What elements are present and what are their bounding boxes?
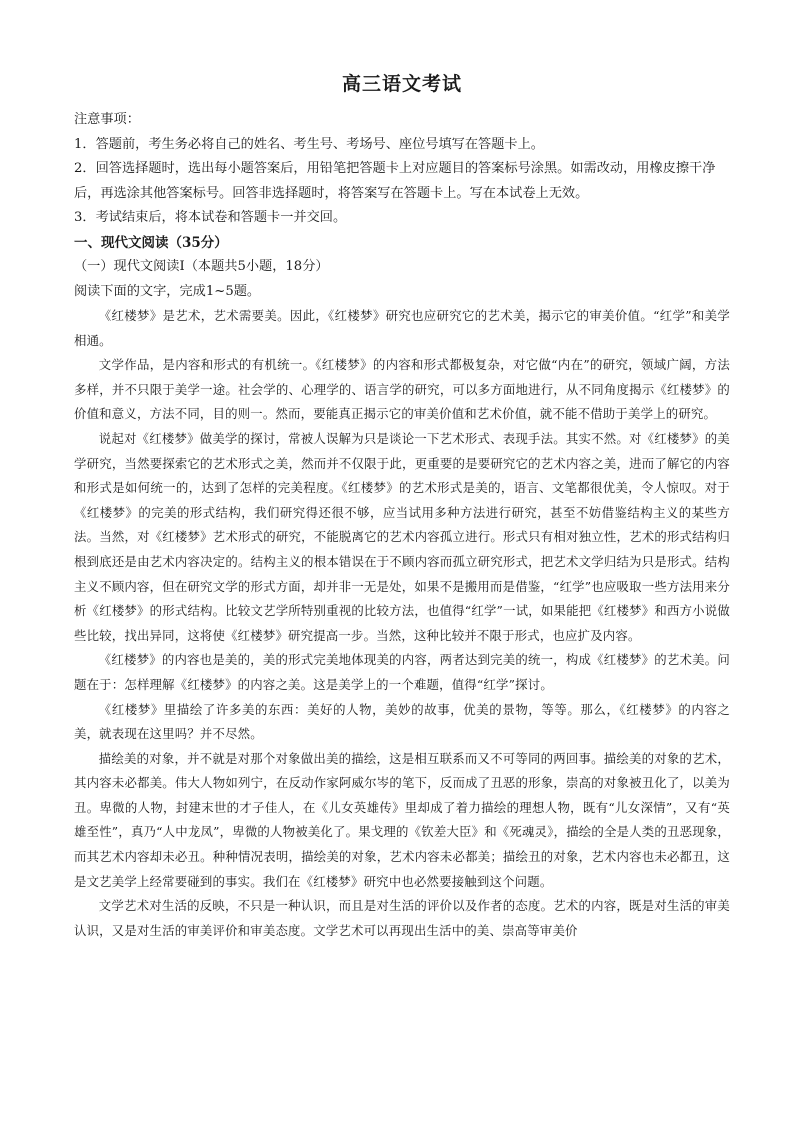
- passage-paragraph: 文学艺术对生活的反映，不只是一种认识，而且是对生活的评价以及作者的态度。艺术的内容，既是对生活的审美认识，又是对生活的审美评价和审美态度。文学艺术可以再现出生活中的美、崇高等审美价: [74, 898, 730, 938]
- page-title: 高三语文考试: [341, 73, 462, 95]
- subsection-heading: （一）现代文阅读Ⅰ（本题共5小题，18分）: [74, 259, 329, 274]
- passage-paragraph: 《红楼梦》是艺术，艺术需要美。因此，《红楼梦》研究也应研究它的艺术美，揭示它的审美价值。“红学”和美学相通。: [74, 308, 730, 348]
- notice-item: 3．考试结束后，将本试卷和答题卡一并交回。: [74, 210, 347, 225]
- passage-paragraph: 《红楼梦》的内容也是美的，美的形式完美地体现美的内容，两者达到完美的统一，构成《红楼梦》的艺术美。问题在于：怎样理解《红楼梦》的内容之美。这是美学上的一个难题，值得“红学”探讨。: [74, 652, 730, 692]
- notice-heading: 注意事项：: [74, 112, 140, 127]
- notice-item: 2．回答选择题时，选出每小题答案后，用铅笔把答题卡上对应题目的答案标号涂黑。如需改动，用橡皮擦干净后，再选涂其他答案标号。回答非选择题时，将答案写在答题卡上。写在本试卷上无效。: [74, 161, 716, 201]
- passage-paragraph: 说起对《红楼梦》做美学的探讨，常被人误解为只是谈论一下艺术形式、表现手法。其实不然。对《红楼梦》的美学研究，当然要探索它的艺术形式之美，然而并不仅限于此，更重要的是要研究它的艺术内容之美，进而了解它的内容和形式是如何统一的，达到了怎样的完美程度。《红楼梦》的艺术形式是美的，语言、文笔都很优美，令人惊叹。对于《红楼梦》的完美的形式结构，我们研究得还很不够，应当试用多种方法进行研究，甚至不妨借鉴结构主义的某些方法。当然，对《红楼梦》艺术形式的研究，不能脱离它的艺术内容孤立进行。形式只有相对独立性，艺术的形式结构归根到底还是由艺术内容决定的。结构主义的根本错误在于不顾内容而孤立研究形式，把艺术文学归结为只是形式。结构主义不顾内容，但在研究文学的形式方面，却并非一无是处，如果不是搬用而是借鉴，“红学”也应吸取一些方法用来分析《红楼梦》的形式结构。比较文艺学所特别重视的比较方法，也值得“红学”一试，如果能把《红楼梦》和西方小说做些比较，找出异同，这将使《红楼梦》研究提高一步。当然，这种比较并不限于形式，也应扩及内容。: [74, 430, 730, 643]
- passage-paragraph: 《红楼梦》里描绘了许多美的东西：美好的人物，美妙的故事，优美的景物，等等。那么，《红楼梦》的内容之美，就表现在这里吗？并不尽然。: [74, 701, 730, 742]
- exam-page: [74, 70, 730, 943]
- section-heading: 一、现代文阅读（35分）: [74, 234, 228, 251]
- passage-paragraph: 描绘美的对象，并不就是对那个对象做出美的描绘，这是相互联系而又不可等同的两回事。描绘美的对象的艺术，其内容未必都美。伟大人物如列宁，在反动作家阿威尔岑的笔下，反而成了丑恶的形象，崇高的对象被丑化了，以美为丑。卑微的人物，封建末世的才子佳人，在《儿女英雄传》里却成了着力描绘的理想人物，既有“儿女深情”，又有“英雄至性”，真乃“人中龙凤”，卑微的人物被美化了。果戈理的《钦差大臣》和《死魂灵》，描绘的全是人类的丑恶现象，而其艺术内容却未必丑。种种情况表明，描绘美的对象，艺术内容未必都美；描绘丑的对象，艺术内容也未必都丑，这是文艺美学上经常要碰到的事实。我们在《红楼梦》研究中也必然要接触到这个问题。: [74, 750, 730, 889]
- reading-instruction: 阅读下面的文字，完成1~5题。: [74, 283, 261, 299]
- notice-item: 1．答题前，考生务必将自己的姓名、考生号、考场号、座位号填写在答题卡上。: [74, 136, 544, 152]
- passage-paragraph: 文学作品，是内容和形式的有机统一。《红楼梦》的内容和形式都极复杂，对它做“内在”的研究，领域广阔，方法多样，并不只限于美学一途。社会学的、心理学的、语言学的研究，可以多方面地进行，从不同角度揭示《红楼梦》的价值和意义，方法不同，目的则一。然而，要能真正揭示它的审美价值和艺术价值，就不能不借助于美学上的研究。: [74, 357, 730, 422]
